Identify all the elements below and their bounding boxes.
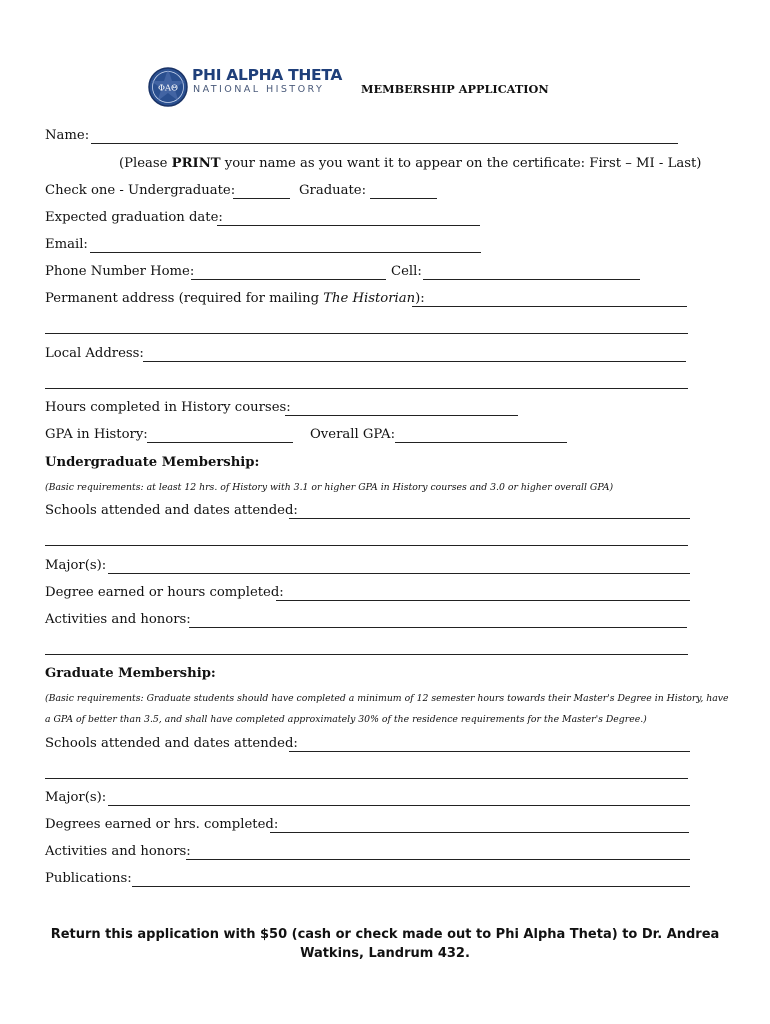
return-instructions-line1: Return this application with $50 (cash or check made out to Phi Alpha Theta) to Dr. Andrea <box>50 927 720 942</box>
print-instruction <box>119 156 701 172</box>
phone-home-field[interactable] <box>191 279 386 280</box>
org-name: PHI ALPHA THETA <box>192 66 343 84</box>
print-instruction-part2: your name as you want it to appear on the certificate: First – MI - Last) <box>220 156 702 171</box>
grad-majors-label: Major(s): <box>45 790 107 805</box>
permanent-address-text: Permanent address (required for mailing <box>45 291 324 306</box>
permanent-address-label <box>45 291 425 307</box>
ug-degree-label: Degree earned or hours completed: <box>45 585 284 600</box>
name-field[interactable] <box>91 143 678 144</box>
cell-field[interactable] <box>423 279 640 280</box>
graduate-requirements-line1: (Basic requirements: Graduate students should have completed a minimum of 12 semester hours towards their Master's Degree in History, have <box>45 693 729 704</box>
return-instructions <box>0 925 770 963</box>
logo-letters: ΦΑΘ <box>157 83 179 94</box>
undergraduate-check-field[interactable] <box>233 198 290 199</box>
ug-schools-field[interactable] <box>289 518 690 519</box>
form-title: MEMBERSHIP APPLICATION <box>361 82 549 96</box>
graduate-label: Graduate: <box>299 183 367 198</box>
ug-activities-label: Activities and honors: <box>45 612 191 627</box>
local-address-field-line2[interactable] <box>45 388 688 389</box>
grad-schools-field[interactable] <box>289 751 690 752</box>
grad-degrees-label: Degrees earned or hrs. completed: <box>45 817 279 832</box>
undergraduate-heading: Undergraduate Membership: <box>45 455 260 470</box>
hours-history-label: Hours completed in History courses: <box>45 400 291 415</box>
permanent-address-field-line2[interactable] <box>45 333 688 334</box>
graduate-check-field[interactable] <box>370 198 437 199</box>
org-logo <box>147 66 189 108</box>
phone-home-label: Phone Number Home: <box>45 264 195 279</box>
hours-history-field[interactable] <box>285 415 518 416</box>
email-field[interactable] <box>90 252 481 253</box>
undergraduate-requirements: (Basic requirements: at least 12 hrs. of History with 3.1 or higher GPA in History courses and 3.0 or higher overall GPA) <box>45 482 614 493</box>
grad-activities-label: Activities and honors: <box>45 844 191 859</box>
permanent-address-close: ): <box>415 291 425 306</box>
overall-gpa-label: Overall GPA: <box>310 427 396 442</box>
ug-majors-field[interactable] <box>108 573 690 574</box>
ug-schools-field-line2[interactable] <box>45 545 688 546</box>
star-seal-icon <box>147 66 189 108</box>
name-label: Name: <box>45 128 90 143</box>
gpa-history-field[interactable] <box>147 442 293 443</box>
local-address-field[interactable] <box>143 361 686 362</box>
permanent-address-field[interactable] <box>412 306 687 307</box>
grad-degrees-field[interactable] <box>270 832 689 833</box>
ug-schools-label: Schools attended and dates attended: <box>45 503 298 518</box>
grad-majors-field[interactable] <box>108 805 690 806</box>
expected-graduation-field[interactable] <box>217 225 480 226</box>
print-instruction-part1: (Please <box>119 156 172 171</box>
cell-label: Cell: <box>391 264 422 279</box>
graduate-requirements-line2: a GPA of better than 3.5, and shall have completed approximately 30% of the residence requirements for the Master's Degree.) <box>45 714 647 725</box>
print-instruction-emphasis: PRINT <box>171 156 221 171</box>
ug-activities-field-line2[interactable] <box>45 654 688 655</box>
expected-graduation-label: Expected graduation date: <box>45 210 223 225</box>
check-one-label: Check one - Undergraduate: <box>45 183 236 198</box>
grad-schools-field-line2[interactable] <box>45 778 688 779</box>
grad-publications-field[interactable] <box>132 886 690 887</box>
historian-title: The Historian <box>323 291 416 306</box>
grad-publications-label: Publications: <box>45 871 132 886</box>
return-instructions-line2: Watkins, Landrum 432. <box>300 946 470 961</box>
gpa-history-label: GPA in History: <box>45 427 148 442</box>
org-subtitle: NATIONAL HISTORY <box>193 84 325 95</box>
email-label: Email: <box>45 237 88 252</box>
ug-activities-field[interactable] <box>189 627 687 628</box>
grad-activities-field[interactable] <box>186 859 690 860</box>
graduate-heading: Graduate Membership: <box>45 666 216 681</box>
local-address-label: Local Address: <box>45 346 144 361</box>
ug-degree-field[interactable] <box>276 600 690 601</box>
grad-schools-label: Schools attended and dates attended: <box>45 736 298 751</box>
ug-majors-label: Major(s): <box>45 558 107 573</box>
overall-gpa-field[interactable] <box>395 442 567 443</box>
